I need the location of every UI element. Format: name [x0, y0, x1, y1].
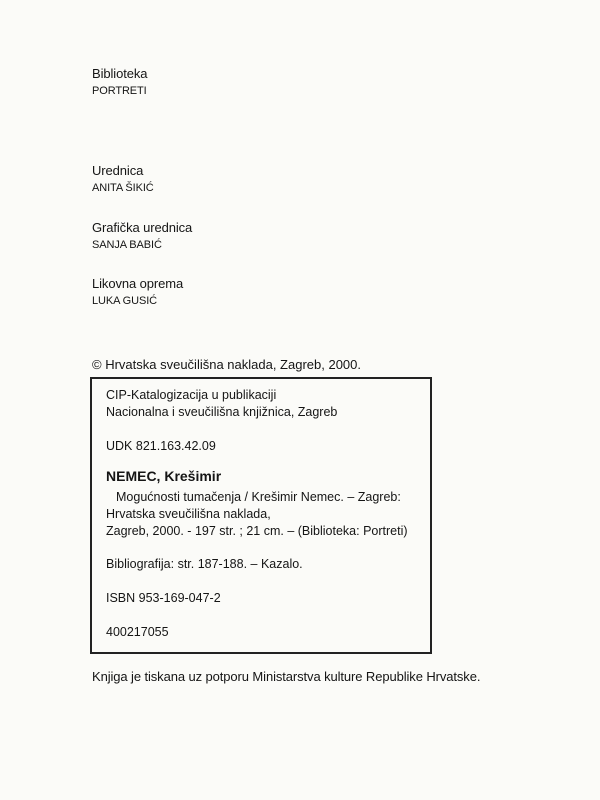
cip-entry	[106, 489, 408, 540]
art-design-block	[92, 276, 183, 308]
graphic-editor-block	[92, 220, 192, 252]
cip-record-number: 400217055	[106, 625, 169, 639]
cip-author: NEMEC, Krešimir	[106, 468, 222, 484]
cip-record-box	[90, 377, 432, 654]
cip-heading-line1: CIP-Katalogizacija u publikaciji	[106, 388, 277, 402]
cip-udk: UDK 821.163.42.09	[106, 439, 216, 453]
cip-heading-line2: Nacionalna i sveučilišna knjižnica, Zagreb	[106, 405, 338, 419]
cip-entry-line3: Zagreb, 2000. - 197 str. ; 21 cm. – (Biblioteka: Portreti)	[106, 524, 408, 538]
library-label: Biblioteka	[92, 66, 148, 81]
editor-block	[92, 163, 154, 195]
cip-isbn: ISBN 953-169-047-2	[106, 591, 221, 605]
cip-entry-line2: Hrvatska sveučilišna naklada,	[106, 507, 271, 521]
art-design-label: Likovna oprema	[92, 276, 184, 291]
cip-bibliography: Bibliografija: str. 187-188. – Kazalo.	[106, 557, 303, 571]
library-value: PORTRETI	[92, 85, 147, 97]
cip-entry-line1: Mogućnosti tumačenja / Krešimir Nemec. – Zagreb:	[116, 490, 401, 504]
ministry-support-note: Knjiga je tiskana uz potporu Ministarstva kulture Republike Hrvatske.	[92, 669, 481, 684]
graphic-editor-label: Grafička urednica	[92, 220, 193, 235]
library-block	[92, 66, 147, 98]
editor-label: Urednica	[92, 163, 144, 178]
editor-value: ANITA ŠIKIĆ	[92, 182, 154, 194]
art-design-value: LUKA GUSIĆ	[92, 295, 158, 307]
graphic-editor-value: SANJA BABIĆ	[92, 239, 162, 251]
copyright-line: © Hrvatska sveučilišna naklada, Zagreb, 2000.	[92, 357, 361, 372]
